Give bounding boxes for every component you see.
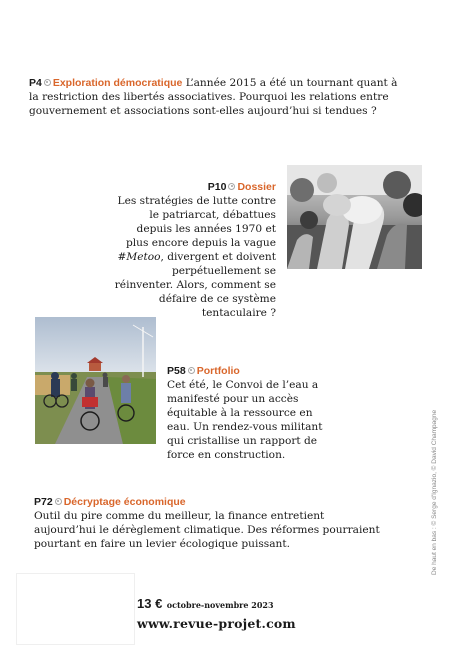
- page-number: P72: [34, 496, 53, 508]
- article-p4-text: L’année 2015 a été un tournant quant à la restriction des libertés associatives. Pourquoi les relations entre gouvernement et associations sont-elles aujourd’hui si tendues ?: [29, 77, 398, 117]
- article-p58: [167, 364, 337, 462]
- article-p72: [34, 495, 384, 551]
- text-part: Les stratégies de lutte contre le patriarcat, débattues depuis les années 1970 et plus encore depuis la vague: [117, 195, 276, 249]
- category-label: Exploration démocratique: [52, 77, 183, 89]
- article-p72-text: Outil du pire comme du meilleur, la finance entretient aujourd’hui le dérèglement climatique. Des réformes pourraient pourtant en faire un levier écologique puissant.: [34, 510, 380, 550]
- article-p58-heading: [167, 364, 337, 378]
- photo-credit: De haut en bas : © Serge d'Ignazio, © David Champagne: [431, 409, 438, 575]
- separator-icon: [188, 367, 195, 374]
- price: 13 €: [137, 596, 163, 611]
- separator-icon: [228, 183, 235, 190]
- page-number: P58: [167, 365, 186, 377]
- page-number: P10: [207, 181, 227, 193]
- article-p58-text: Cet été, le Convoi de l’eau a manifesté pour un accès équitable à la ressource en eau. Un rendez-vous militant qui cristallise un rapport de force en construction.: [167, 379, 323, 461]
- hashtag: #Metoo: [117, 251, 161, 263]
- article-p10: [112, 180, 276, 320]
- price-line: [137, 595, 274, 613]
- protest-fists-photo: [287, 165, 422, 269]
- cyclists-convoy-photo: [35, 317, 156, 444]
- text-part: , divergent et doivent perpétuellement se réinventer. Alors, comment se défaire de ce système tentaculaire ?: [114, 251, 276, 319]
- article-p72-heading: [34, 495, 384, 509]
- website-url: www.revue-projet.com: [137, 616, 296, 631]
- category-label: Décryptage économique: [63, 496, 186, 508]
- issue-date: octobre-novembre 2023: [166, 600, 274, 610]
- page-number: P4: [29, 77, 42, 89]
- separator-icon: [55, 498, 62, 505]
- category-label: Dossier: [237, 181, 276, 193]
- separator-icon: [44, 79, 51, 86]
- article-p4: [29, 76, 409, 118]
- barcode-area: [16, 573, 135, 645]
- article-p4-heading: [29, 77, 182, 89]
- article-p10-text: [112, 194, 276, 320]
- category-label: Portfolio: [196, 365, 240, 377]
- article-p10-heading: [112, 180, 276, 194]
